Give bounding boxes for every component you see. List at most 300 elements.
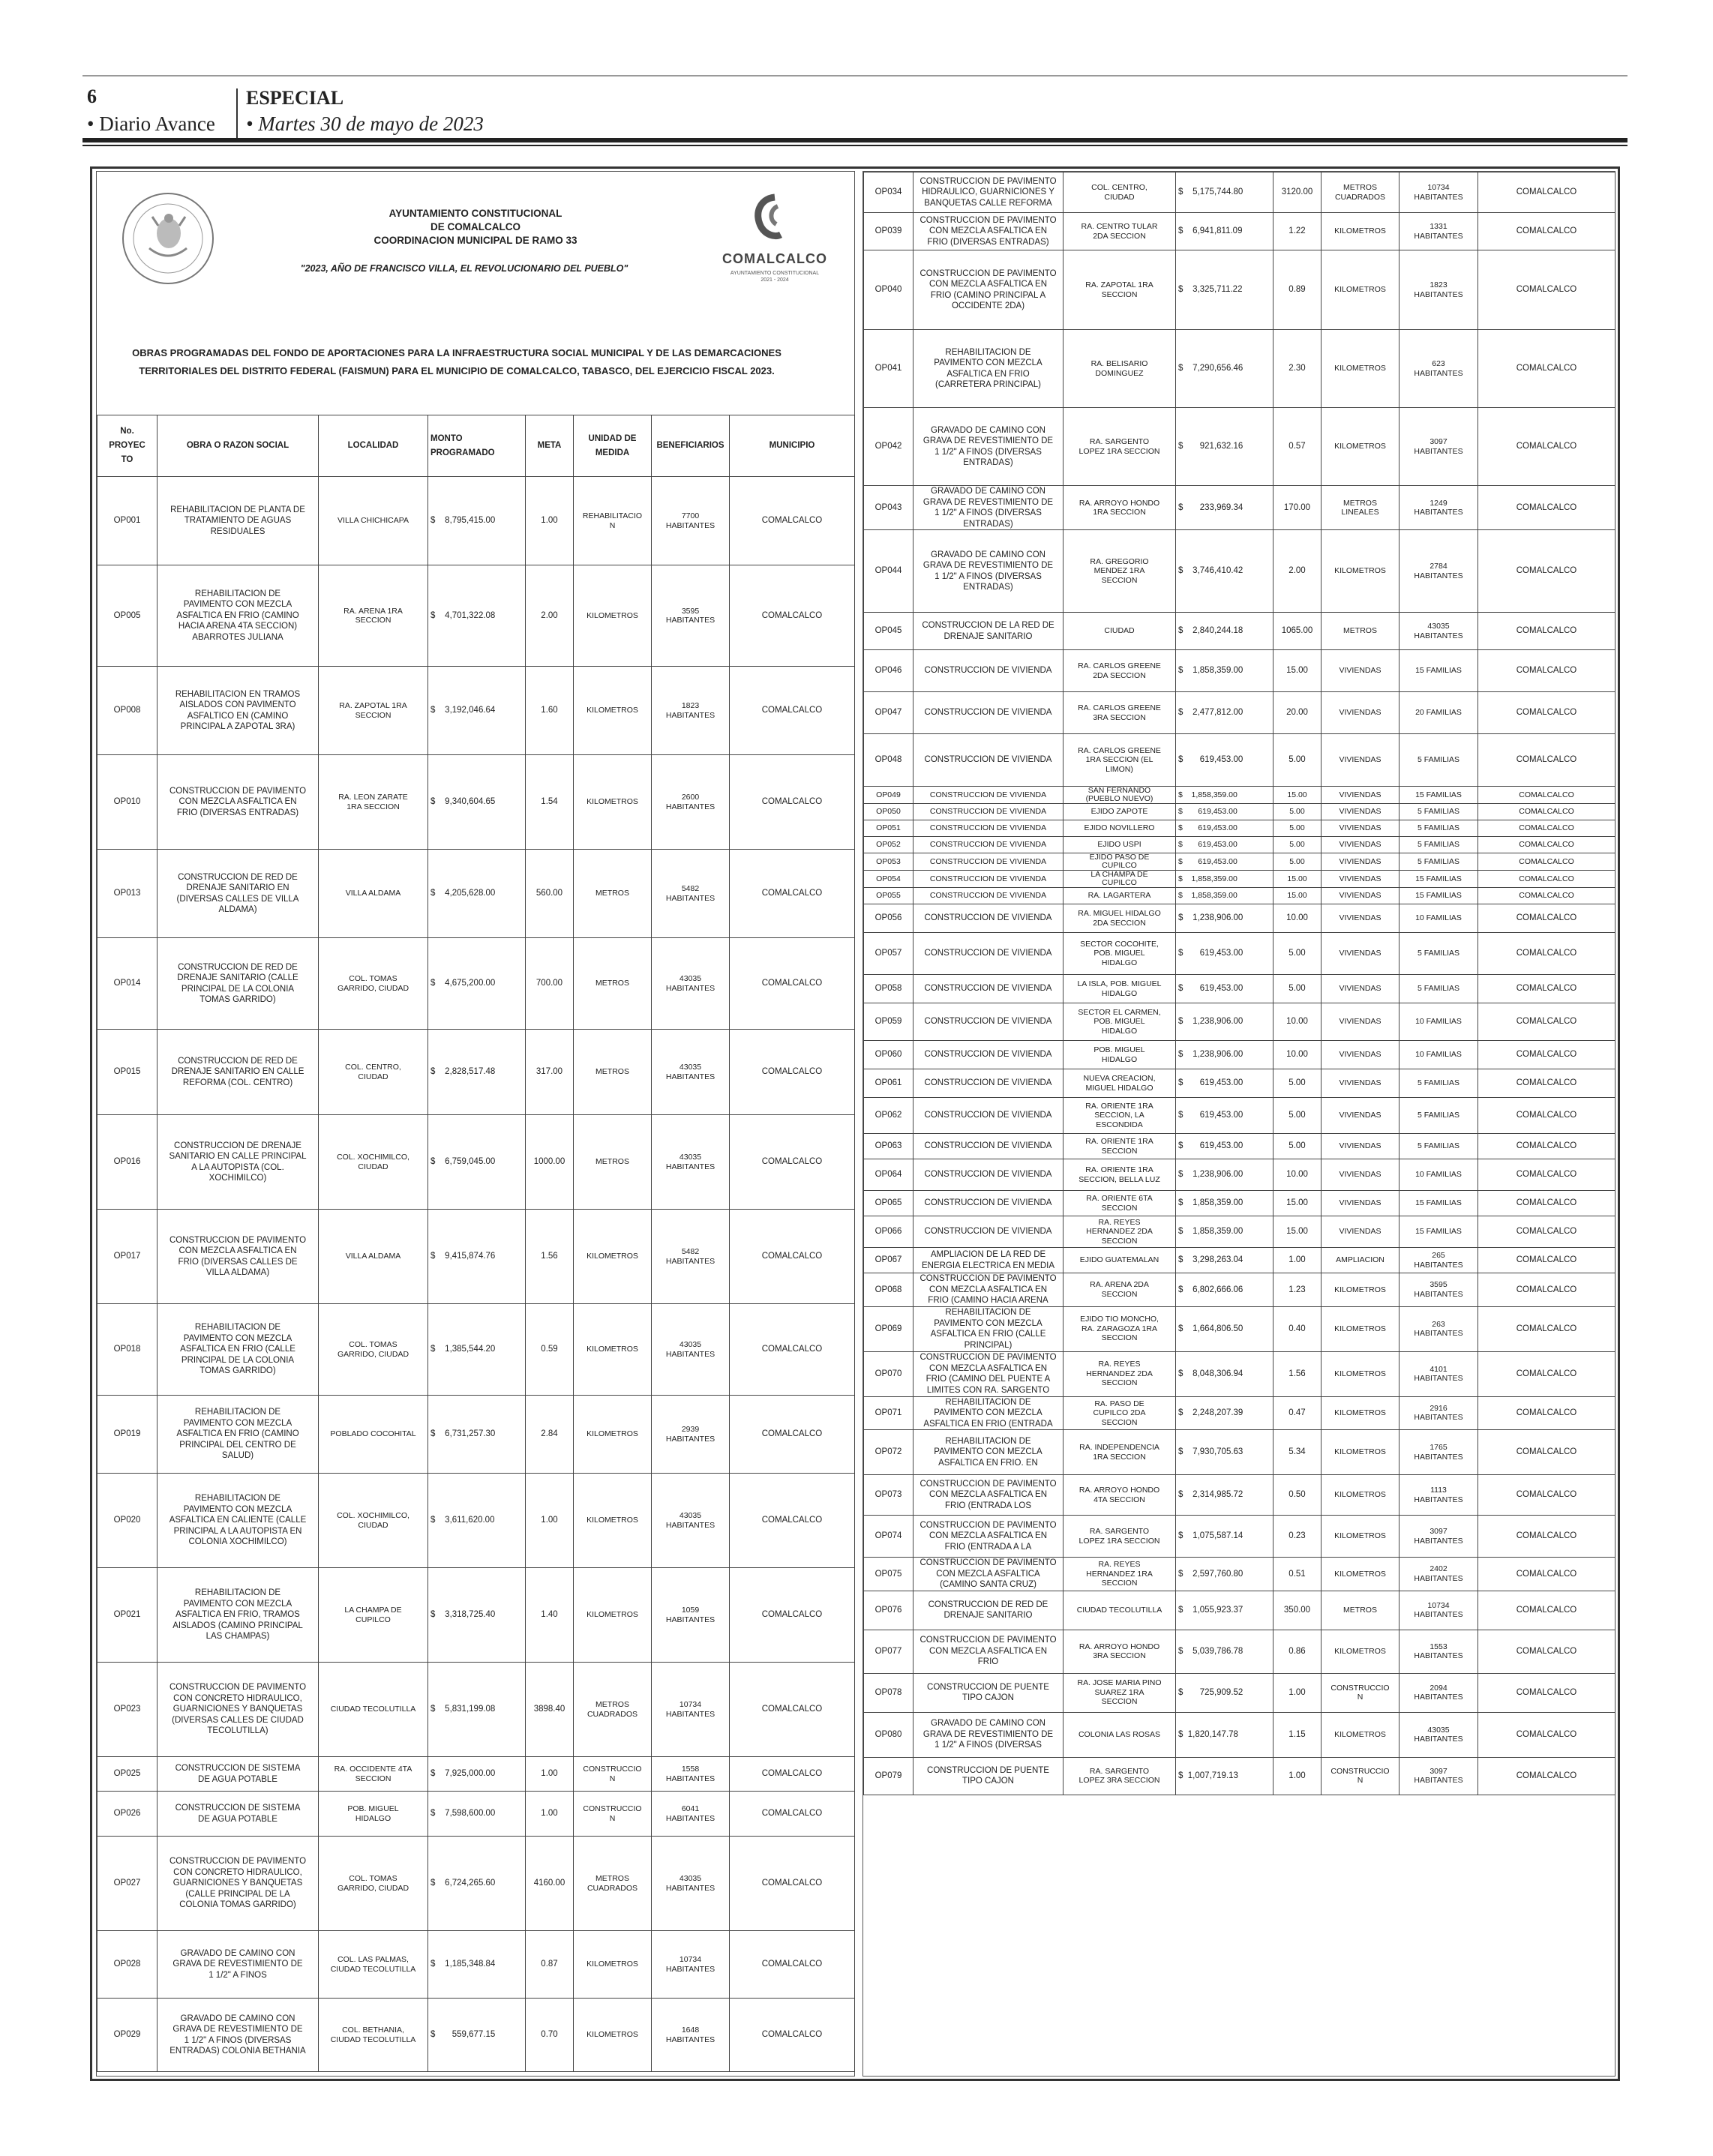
cell-beneficiaries: 1553 HABITANTES <box>1400 1630 1478 1673</box>
cell-project-number: OP056 <box>864 904 914 933</box>
cell-work-description: REHABILITACION EN TRAMOS AISLADOS CON PAVIMENTO ASFALTICO EN (CAMINO PRINCIPAL A ZAPOTAL 3RA) <box>158 667 319 755</box>
cell-municipality: COMALCALCO <box>1478 734 1616 787</box>
table-row <box>98 1999 855 2072</box>
table-row <box>864 1712 1616 1757</box>
cell-beneficiaries: 5 FAMILIAS <box>1400 1134 1478 1159</box>
cell-beneficiaries: 1558 HABITANTES <box>652 1757 730 1792</box>
cell-goal: 1.00 <box>1274 1757 1322 1795</box>
publication-name: • Diario Avance <box>87 112 215 135</box>
cell-work-description: CONSTRUCCION DE VIVIENDA <box>914 888 1064 904</box>
cell-municipality: COMALCALCO <box>730 1304 855 1396</box>
cell-project-number: OP067 <box>864 1248 914 1273</box>
cell-municipality: COMALCALCO <box>1478 1041 1616 1069</box>
cell-amount: $ 2,477,812.00 <box>1176 692 1274 734</box>
cell-beneficiaries: 3097 HABITANTES <box>1400 1757 1478 1795</box>
masthead-divider <box>236 88 238 138</box>
cell-goal: 15.00 <box>1274 1191 1322 1216</box>
cell-project-number: OP065 <box>864 1191 914 1216</box>
cell-locality: NUEVA CREACION, MIGUEL HIDALGO <box>1064 1069 1176 1098</box>
cell-goal: 0.47 <box>1274 1396 1322 1430</box>
cell-municipality: COMALCALCO <box>730 1999 855 2072</box>
cell-project-number: OP025 <box>98 1757 158 1792</box>
cell-locality: RA. ARENA 1RA SECCION <box>319 565 428 667</box>
cell-municipality: COMALCALCO <box>1478 408 1616 486</box>
cell-work-description: REHABILITACION DE PAVIMENTO CON MEZCLA ASFALTICA EN FRIO (CALLE PRINCIPAL) <box>914 1306 1064 1351</box>
cell-goal: 1.60 <box>526 667 574 755</box>
cell-locality: RA. LAGARTERA <box>1064 888 1176 904</box>
cell-unit: CONSTRUCCIO N <box>574 1792 652 1837</box>
cell-unit: VIVIENDAS <box>1322 1134 1400 1159</box>
cell-project-number: OP054 <box>864 871 914 888</box>
cell-work-description: CONSTRUCCION DE VIVIENDA <box>914 975 1064 1003</box>
cell-unit: METROS CUADRADOS <box>574 1663 652 1757</box>
cell-project-number: OP023 <box>98 1663 158 1757</box>
cell-work-description: CONSTRUCCION DE DRENAJE SANITARIO EN CALLE PRINCIPAL A LA AUTOPISTA (COL. XOCHIMILCO) <box>158 1115 319 1210</box>
cell-beneficiaries: 623 HABITANTES <box>1400 330 1478 408</box>
cell-municipality: COMALCALCO <box>1478 650 1616 692</box>
table-row <box>864 1003 1616 1041</box>
comalcalco-logo <box>722 191 827 296</box>
cell-amount: $ 1,007,719.13 <box>1176 1757 1274 1795</box>
cell-unit: METROS <box>574 938 652 1030</box>
header-line-1: AYUNTAMIENTO CONSTITUCIONAL <box>388 208 562 219</box>
cell-work-description: CONSTRUCCION DE PAVIMENTO CON CONCRETO HIDRAULICO, GUARNICIONES Y BANQUETAS (CALLE PRINCIPAL DE LA COLONIA TOMAS GARRIDO) <box>158 1837 319 1931</box>
cell-unit: KILOMETROS <box>574 1396 652 1474</box>
cell-work-description: CONSTRUCCION DE RED DE DRENAJE SANITARIO EN CALLE REFORMA (COL. CENTRO) <box>158 1030 319 1115</box>
cell-beneficiaries: 1059 HABITANTES <box>652 1568 730 1663</box>
cell-beneficiaries: 5482 HABITANTES <box>652 850 730 938</box>
table-row <box>864 871 1616 888</box>
cell-project-number: OP078 <box>864 1673 914 1712</box>
cell-locality: COL. LAS PALMAS, CIUDAD TECOLUTILLA <box>319 1931 428 1999</box>
cell-project-number: OP039 <box>864 213 914 250</box>
cell-municipality: COMALCALCO <box>1478 613 1616 650</box>
cell-work-description: CONSTRUCCION DE VIVIENDA <box>914 933 1064 975</box>
table-row <box>864 250 1616 330</box>
cell-unit: KILOMETROS <box>1322 1516 1400 1558</box>
cell-unit: KILOMETROS <box>574 1210 652 1304</box>
cell-beneficiaries: 43035 HABITANTES <box>652 1115 730 1210</box>
cell-locality: RA. ARROYO HONDO 4TA SECCION <box>1064 1475 1176 1516</box>
cell-beneficiaries: 1823 HABITANTES <box>1400 250 1478 330</box>
cell-amount: $ 6,802,666.06 <box>1176 1273 1274 1307</box>
cell-unit: KILOMETROS <box>1322 1558 1400 1591</box>
cell-project-number: OP059 <box>864 1003 914 1041</box>
cell-municipality: COMALCALCO <box>1478 530 1616 613</box>
cell-work-description: REHABILITACION DE PAVIMENTO CON MEZCLA ASFALTICA EN FRIO (CAMINO PRINCIPAL DEL CENTRO DE SALUD) <box>158 1396 319 1474</box>
cell-locality: RA. PASO DE CUPILCO 2DA SECCION <box>1064 1396 1176 1430</box>
cell-locality: RA. SARGENTO LOPEZ 3RA SECCION <box>1064 1757 1176 1795</box>
cell-amount: $ 1,238,906.00 <box>1176 904 1274 933</box>
cell-beneficiaries: 10 FAMILIAS <box>1400 1003 1478 1041</box>
cell-work-description: REHABILITACION DE PAVIMENTO CON MEZCLA ASFALTICA EN CALIENTE (CALLE PRINCIPAL A LA AUTOPISTA EN COLONIA XOCHIMILCO) <box>158 1474 319 1568</box>
cell-beneficiaries: 5 FAMILIAS <box>1400 853 1478 871</box>
cell-beneficiaries: 10734 HABITANTES <box>1400 1591 1478 1630</box>
cell-locality: COL. XOCHIMILCO, CIUDAD <box>319 1474 428 1568</box>
table-row <box>98 1931 855 1999</box>
cell-project-number: OP047 <box>864 692 914 734</box>
cell-work-description: CONSTRUCCION DE SISTEMA DE AGUA POTABLE <box>158 1792 319 1837</box>
cell-municipality: COMALCALCO <box>730 1210 855 1304</box>
cell-beneficiaries: 1249 HABITANTES <box>1400 486 1478 530</box>
cell-work-description: CONSTRUCCION DE RED DE DRENAJE SANITARIO <box>914 1591 1064 1630</box>
cell-work-description: CONSTRUCCION DE PUENTE TIPO CAJON <box>914 1757 1064 1795</box>
cell-beneficiaries: 43035 HABITANTES <box>652 1030 730 1115</box>
table-row <box>864 787 1616 804</box>
cell-locality: POB. MIGUEL HIDALGO <box>319 1792 428 1837</box>
table-row <box>864 904 1616 933</box>
cell-work-description: CONSTRUCCION DE PAVIMENTO CON MEZCLA ASFALTICA (CAMINO SANTA CRUZ) <box>914 1558 1064 1591</box>
cell-goal: 1.23 <box>1274 1273 1322 1307</box>
cell-project-number: OP017 <box>98 1210 158 1304</box>
cell-project-number: OP020 <box>98 1474 158 1568</box>
cell-goal: 5.00 <box>1274 933 1322 975</box>
cell-project-number: OP046 <box>864 650 914 692</box>
cell-unit: VIVIENDAS <box>1322 787 1400 804</box>
cell-unit: VIVIENDAS <box>1322 734 1400 787</box>
top-rule <box>82 75 1628 76</box>
cell-locality: LA CHAMPA DE CUPILCO <box>319 1568 428 1663</box>
cell-locality: LA CHAMPA DE CUPILCO <box>1064 871 1176 888</box>
cell-project-number: OP055 <box>864 888 914 904</box>
cell-unit: CONSTRUCCIO N <box>574 1757 652 1792</box>
cell-beneficiaries: 2784 HABITANTES <box>1400 530 1478 613</box>
cell-project-number: OP076 <box>864 1591 914 1630</box>
cell-beneficiaries: 10 FAMILIAS <box>1400 1041 1478 1069</box>
cell-municipality: COMALCALCO <box>1478 250 1616 330</box>
cell-project-number: OP061 <box>864 1069 914 1098</box>
cell-locality: RA. CARLOS GREENE 1RA SECCION (EL LIMON) <box>1064 734 1176 787</box>
cell-goal: 5.00 <box>1274 1098 1322 1134</box>
cell-beneficiaries: 43035 HABITANTES <box>652 1304 730 1396</box>
cell-amount: $ 619,453.00 <box>1176 853 1274 871</box>
cell-goal: 350.00 <box>1274 1591 1322 1630</box>
cell-goal: 5.00 <box>1274 820 1322 837</box>
cell-goal: 170.00 <box>1274 486 1322 530</box>
cell-amount: $ 6,941,811.09 <box>1176 213 1274 250</box>
cell-beneficiaries: 15 FAMILIAS <box>1400 787 1478 804</box>
cell-work-description: CONSTRUCCION DE VIVIENDA <box>914 904 1064 933</box>
cell-locality: RA. OCCIDENTE 4TA SECCION <box>319 1757 428 1792</box>
cell-beneficiaries: 15 FAMILIAS <box>1400 650 1478 692</box>
cell-beneficiaries: 10 FAMILIAS <box>1400 1159 1478 1191</box>
cell-unit: METROS CUADRADOS <box>1322 172 1400 213</box>
table-row <box>864 408 1616 486</box>
cell-unit: METROS LINEALES <box>1322 486 1400 530</box>
cell-unit: REHABILITACIO N <box>574 477 652 565</box>
cell-municipality: COMALCALCO <box>1478 330 1616 408</box>
cell-work-description: CONSTRUCCION DE PAVIMENTO CON MEZCLA ASFALTICA EN FRIO <box>914 1630 1064 1673</box>
cell-work-description: GRAVADO DE CAMINO CON GRAVA DE REVESTIMIENTO DE 1 1/2" A FINOS (DIVERSAS ENTRADAS) <box>914 486 1064 530</box>
cell-amount: $ 9,415,874.76 <box>428 1210 526 1304</box>
cell-work-description: CONSTRUCCION DE VIVIENDA <box>914 1134 1064 1159</box>
table-row <box>98 755 855 850</box>
cell-amount: $ 619,453.00 <box>1176 837 1274 853</box>
cell-amount: $ 233,969.34 <box>1176 486 1274 530</box>
cell-beneficiaries: 1331 HABITANTES <box>1400 213 1478 250</box>
table-row <box>864 1069 1616 1098</box>
cell-locality: RA. ARROYO HONDO 3RA SECCION <box>1064 1630 1176 1673</box>
table-row <box>98 1210 855 1304</box>
cell-municipality: COMALCALCO <box>1478 1516 1616 1558</box>
table-row <box>864 888 1616 904</box>
cell-project-number: OP062 <box>864 1098 914 1134</box>
cell-goal: 15.00 <box>1274 1216 1322 1248</box>
table-row <box>864 1191 1616 1216</box>
cell-goal: 1.22 <box>1274 213 1322 250</box>
cell-beneficiaries: 5 FAMILIAS <box>1400 1098 1478 1134</box>
cell-work-description: CONSTRUCCION DE VIVIENDA <box>914 1098 1064 1134</box>
cell-goal: 1.00 <box>1274 1248 1322 1273</box>
table-row <box>864 613 1616 650</box>
cell-unit: KILOMETROS <box>1322 1306 1400 1351</box>
cell-work-description: CONSTRUCCION DE VIVIENDA <box>914 853 1064 871</box>
cell-goal: 2.84 <box>526 1396 574 1474</box>
cell-project-number: OP069 <box>864 1306 914 1351</box>
cell-unit: KILOMETROS <box>1322 330 1400 408</box>
header-line-3: COORDINACION MUNICIPAL DE RAMO 33 <box>374 235 578 246</box>
cell-goal: 0.86 <box>1274 1630 1322 1673</box>
cell-unit: VIVIENDAS <box>1322 1191 1400 1216</box>
cell-municipality: COMALCALCO <box>1478 486 1616 530</box>
cell-municipality: COMALCALCO <box>1478 1248 1616 1273</box>
cell-municipality: COMALCALCO <box>730 1474 855 1568</box>
cell-municipality: COMALCALCO <box>1478 1134 1616 1159</box>
cell-unit: METROS <box>574 1030 652 1115</box>
table-row <box>864 1159 1616 1191</box>
cell-municipality: COMALCALCO <box>730 1663 855 1757</box>
cell-municipality: COMALCALCO <box>730 565 855 667</box>
cell-locality: SECTOR EL CARMEN, POB. MIGUEL HIDALGO <box>1064 1003 1176 1041</box>
cell-municipality: COMALCALCO <box>1478 1273 1616 1307</box>
cell-beneficiaries: 15 FAMILIAS <box>1400 888 1478 904</box>
cell-unit: KILOMETROS <box>1322 1430 1400 1475</box>
cell-beneficiaries: 5 FAMILIAS <box>1400 933 1478 975</box>
cell-beneficiaries: 43035 HABITANTES <box>1400 613 1478 650</box>
table-row <box>864 650 1616 692</box>
cell-project-number: OP041 <box>864 330 914 408</box>
cell-amount: $ 1,858,359.00 <box>1176 1191 1274 1216</box>
cell-locality: RA. ARROYO HONDO 1RA SECCION <box>1064 486 1176 530</box>
cell-goal: 317.00 <box>526 1030 574 1115</box>
cell-unit: VIVIENDAS <box>1322 650 1400 692</box>
table-row <box>98 565 855 667</box>
column-header-amount: MONTO PROGRAMADO <box>428 415 526 477</box>
cell-municipality: COMALCALCO <box>730 1030 855 1115</box>
cell-unit: VIVIENDAS <box>1322 1216 1400 1248</box>
masthead-bar <box>82 138 1628 142</box>
cell-goal: 0.50 <box>1274 1475 1322 1516</box>
table-row <box>864 692 1616 734</box>
cell-locality: LA ISLA, POB. MIGUEL HIDALGO <box>1064 975 1176 1003</box>
table-row <box>98 477 855 565</box>
cell-work-description: CONSTRUCCION DE LA RED DE DRENAJE SANITARIO <box>914 613 1064 650</box>
table-row <box>864 1041 1616 1069</box>
comalcalco-emblem-icon <box>722 191 827 251</box>
projects-table-left <box>97 415 855 2072</box>
cell-municipality: COMALCALCO <box>1478 1757 1616 1795</box>
cell-unit: KILOMETROS <box>1322 250 1400 330</box>
column-header-locality: LOCALIDAD <box>319 415 428 477</box>
cell-locality: VILLA ALDAMA <box>319 1210 428 1304</box>
cell-municipality: COMALCALCO <box>1478 837 1616 853</box>
cell-project-number: OP027 <box>98 1837 158 1931</box>
cell-goal: 1000.00 <box>526 1115 574 1210</box>
cell-work-description: CONSTRUCCION DE PAVIMENTO CON MEZCLA ASFALTICA EN FRIO (DIVERSAS CALLES DE VILLA ALDAMA) <box>158 1210 319 1304</box>
cell-unit: CONSTRUCCIO N <box>1322 1757 1400 1795</box>
logo-text: COMALCALCO <box>722 251 827 266</box>
cell-amount: $ 3,325,711.22 <box>1176 250 1274 330</box>
cell-beneficiaries: 10734 HABITANTES <box>652 1663 730 1757</box>
cell-beneficiaries: 15 FAMILIAS <box>1400 871 1478 888</box>
cell-goal: 5.00 <box>1274 837 1322 853</box>
cell-beneficiaries: 43035 HABITANTES <box>1400 1712 1478 1757</box>
header-line-2: DE COMALCALCO <box>430 221 520 232</box>
cell-work-description: GRAVADO DE CAMINO CON GRAVA DE REVESTIMIENTO DE 1 1/2" A FINOS (DIVERSAS <box>914 1712 1064 1757</box>
cell-project-number: OP052 <box>864 837 914 853</box>
cell-project-number: OP063 <box>864 1134 914 1159</box>
cell-amount: $ 5,039,786.78 <box>1176 1630 1274 1673</box>
cell-amount: $ 1,075,587.14 <box>1176 1516 1274 1558</box>
cell-project-number: OP008 <box>98 667 158 755</box>
cell-goal: 10.00 <box>1274 1041 1322 1069</box>
table-header-row <box>98 415 855 477</box>
cell-work-description: AMPLIACION DE LA RED DE ENERGIA ELECTRICA EN MEDIA <box>914 1248 1064 1273</box>
cell-unit: METROS <box>1322 1591 1400 1630</box>
cell-amount: $ 619,453.00 <box>1176 734 1274 787</box>
cell-work-description: CONSTRUCCION DE VIVIENDA <box>914 1191 1064 1216</box>
cell-unit: KILOMETROS <box>1322 408 1400 486</box>
cell-unit: METROS CUADRADOS <box>574 1837 652 1931</box>
cell-locality: VILLA ALDAMA <box>319 850 428 938</box>
table-row <box>864 1351 1616 1396</box>
table-row <box>864 530 1616 613</box>
cell-work-description: GRAVADO DE CAMINO CON GRAVA DE REVESTIMIENTO DE 1 1/2" A FINOS (DIVERSAS ENTRADAS) <box>914 530 1064 613</box>
table-row <box>864 1248 1616 1273</box>
cell-amount: $ 2,248,207.39 <box>1176 1396 1274 1430</box>
cell-unit: VIVIENDAS <box>1322 820 1400 837</box>
cell-unit: CONSTRUCCIO N <box>1322 1673 1400 1712</box>
column-header-goal: META <box>526 415 574 477</box>
cell-locality: RA. MIGUEL HIDALGO 2DA SECCION <box>1064 904 1176 933</box>
cell-municipality: COMALCALCO <box>1478 213 1616 250</box>
table-row <box>864 1516 1616 1558</box>
cell-municipality: COMALCALCO <box>1478 1216 1616 1248</box>
page-number: 6 <box>87 85 97 107</box>
cell-municipality: COMALCALCO <box>1478 871 1616 888</box>
cell-unit: KILOMETROS <box>574 1304 652 1396</box>
cell-amount: $ 1,238,906.00 <box>1176 1159 1274 1191</box>
cell-beneficiaries: 2939 HABITANTES <box>652 1396 730 1474</box>
cell-unit: KILOMETROS <box>1322 1630 1400 1673</box>
cell-locality: CIUDAD TECOLUTILLA <box>319 1663 428 1757</box>
cell-unit: VIVIENDAS <box>1322 1069 1400 1098</box>
cell-locality: COL. TOMAS GARRIDO, CIUDAD <box>319 1837 428 1931</box>
cell-goal: 5.00 <box>1274 1069 1322 1098</box>
cell-goal: 0.59 <box>526 1304 574 1396</box>
cell-municipality: COMALCALCO <box>730 1792 855 1837</box>
cell-locality: RA. CARLOS GREENE 3RA SECCION <box>1064 692 1176 734</box>
cell-municipality: COMALCALCO <box>1478 1191 1616 1216</box>
cell-goal: 5.00 <box>1274 1134 1322 1159</box>
cell-goal: 1.00 <box>526 1792 574 1837</box>
intro-line-1: OBRAS PROGRAMADAS DEL FONDO DE APORTACIONES PARA LA INFRAESTRUCTURA SOCIAL MUNICIPAL Y DE LAS DEMARCACIONES <box>132 347 782 358</box>
left-panel <box>96 171 855 2077</box>
cell-work-description: CONSTRUCCION DE PUENTE TIPO CAJON <box>914 1673 1064 1712</box>
cell-beneficiaries: 5 FAMILIAS <box>1400 837 1478 853</box>
cell-municipality: COMALCALCO <box>1478 1591 1616 1630</box>
column-header-work-description: OBRA O RAZON SOCIAL <box>158 415 319 477</box>
cell-unit: KILOMETROS <box>574 755 652 850</box>
cell-project-number: OP077 <box>864 1630 914 1673</box>
table-row <box>864 213 1616 250</box>
cell-goal: 1.00 <box>526 477 574 565</box>
cell-work-description: CONSTRUCCION DE SISTEMA DE AGUA POTABLE <box>158 1757 319 1792</box>
cell-amount: $ 725,909.52 <box>1176 1673 1274 1712</box>
cell-unit: KILOMETROS <box>1322 213 1400 250</box>
cell-goal: 0.57 <box>1274 408 1322 486</box>
cell-amount: $ 1,185,348.84 <box>428 1931 526 1999</box>
cell-work-description: REHABILITACION DE PAVIMENTO CON MEZCLA ASFALTICA EN FRIO (CARRETERA PRINCIPAL) <box>914 330 1064 408</box>
cell-goal: 3898.40 <box>526 1663 574 1757</box>
cell-municipality: COMALCALCO <box>1478 1306 1616 1351</box>
table-row <box>98 1474 855 1568</box>
cell-project-number: OP042 <box>864 408 914 486</box>
cell-unit: VIVIENDAS <box>1322 804 1400 820</box>
table-row <box>864 172 1616 213</box>
cell-beneficiaries: 5 FAMILIAS <box>1400 1069 1478 1098</box>
cell-amount: $ 6,724,265.60 <box>428 1837 526 1931</box>
cell-municipality: COMALCALCO <box>1478 1159 1616 1191</box>
cell-project-number: OP010 <box>98 755 158 850</box>
cell-amount: $ 619,453.00 <box>1176 975 1274 1003</box>
cell-municipality: COMALCALCO <box>730 1757 855 1792</box>
cell-locality: EJIDO TIO MONCHO, RA. ZARAGOZA 1RA SECCION <box>1064 1306 1176 1351</box>
cell-goal: 1.00 <box>526 1757 574 1792</box>
cell-unit: KILOMETROS <box>574 565 652 667</box>
cell-locality: POBLADO COCOHITAL <box>319 1396 428 1474</box>
cell-goal: 15.00 <box>1274 650 1322 692</box>
cell-amount: $ 1,858,359.00 <box>1176 888 1274 904</box>
cell-locality: EJIDO NOVILLERO <box>1064 820 1176 837</box>
cell-amount: $ 1,858,359.00 <box>1176 871 1274 888</box>
cell-goal: 5.00 <box>1274 853 1322 871</box>
cell-unit: KILOMETROS <box>574 1568 652 1663</box>
cell-locality: RA. GREGORIO MENDEZ 1RA SECCION <box>1064 530 1176 613</box>
cell-goal: 1.56 <box>526 1210 574 1304</box>
cell-project-number: OP079 <box>864 1757 914 1795</box>
cell-project-number: OP075 <box>864 1558 914 1591</box>
cell-unit: VIVIENDAS <box>1322 933 1400 975</box>
notice-header <box>97 172 854 325</box>
cell-goal: 2.30 <box>1274 330 1322 408</box>
table-row <box>98 1757 855 1792</box>
cell-work-description: CONSTRUCCION DE PAVIMENTO CON MEZCLA ASFALTICA EN FRIO (CAMINO HACIA ARENA <box>914 1273 1064 1307</box>
cell-locality: RA. ZAPOTAL 1RA SECCION <box>1064 250 1176 330</box>
cell-project-number: OP005 <box>98 565 158 667</box>
cell-locality: EJIDO PASO DE CUPILCO <box>1064 853 1176 871</box>
cell-municipality: COMALCALCO <box>1478 820 1616 837</box>
cell-amount: $ 5,175,744.80 <box>1176 172 1274 213</box>
cell-project-number: OP050 <box>864 804 914 820</box>
cell-work-description: CONSTRUCCION DE VIVIENDA <box>914 1159 1064 1191</box>
logo-subtitle: AYUNTAMIENTO CONSTITUCIONAL <box>730 271 820 276</box>
cell-locality: RA. ORIENTE 1RA SECCION, BELLA LUZ <box>1064 1159 1176 1191</box>
cell-locality: POB. MIGUEL HIDALGO <box>1064 1041 1176 1069</box>
cell-goal: 15.00 <box>1274 787 1322 804</box>
cell-work-description: CONSTRUCCION DE VIVIENDA <box>914 1069 1064 1098</box>
cell-beneficiaries: 6041 HABITANTES <box>652 1792 730 1837</box>
